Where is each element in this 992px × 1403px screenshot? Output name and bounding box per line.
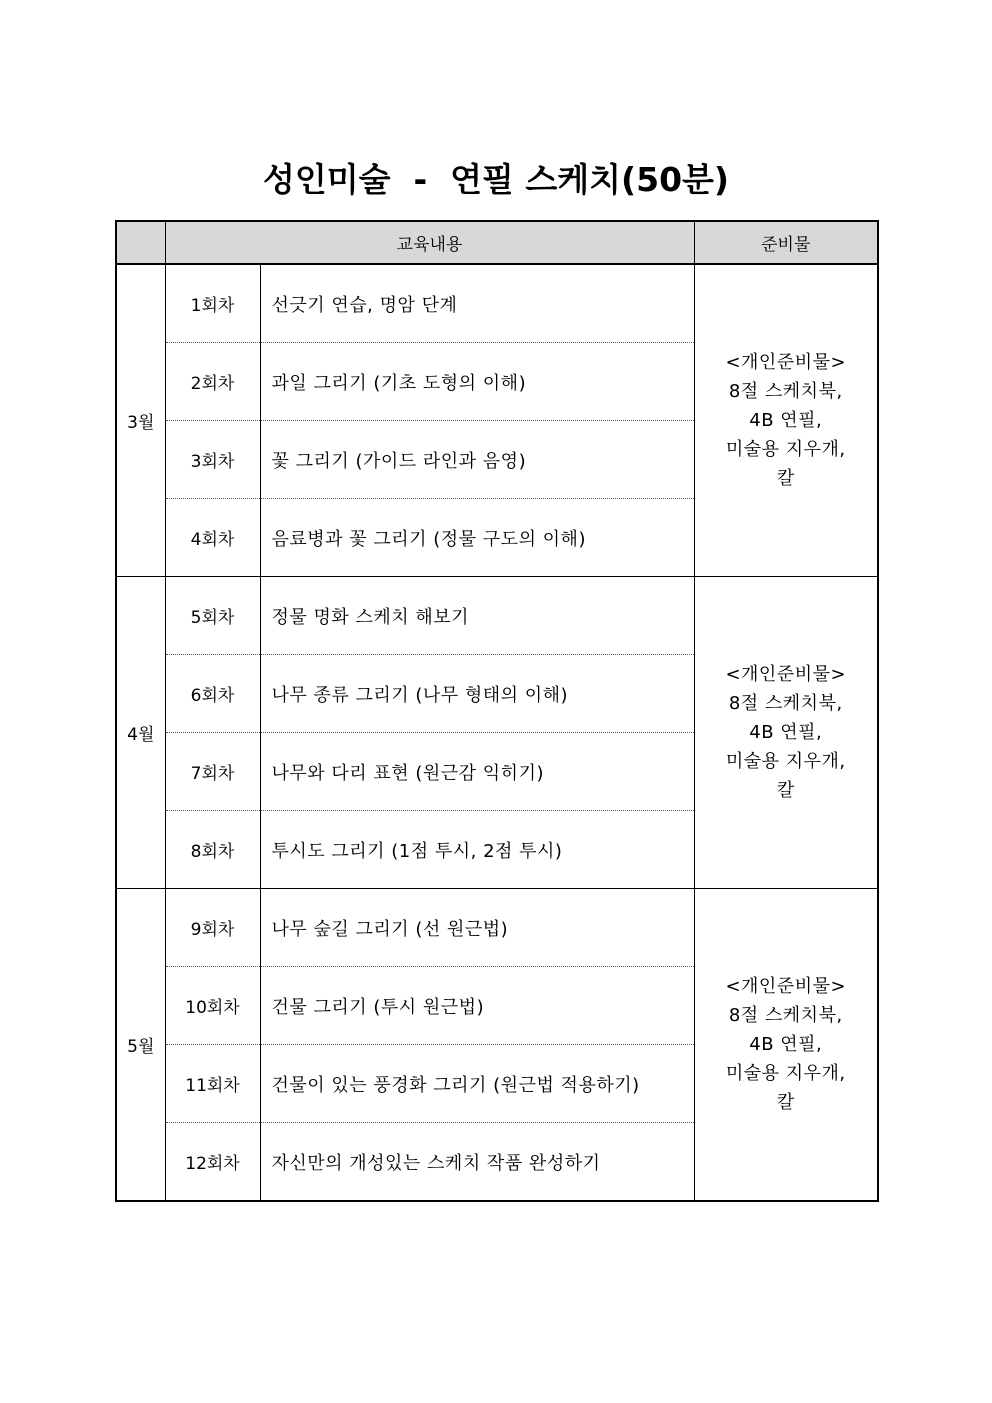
supplies-line: 미술용 지우개, [725,439,846,460]
supplies-line: 칼 [776,1092,795,1113]
table-header-row [116,221,878,264]
month-label: 3월 [116,264,165,577]
supplies-line: 8절 스케치북, [728,693,843,714]
session-number: 6회차 [165,655,260,733]
session-content: 나무와 다리 표현 (원근감 익히기) [260,733,694,811]
supplies-line: 4B 연필, [749,722,823,743]
header-month [116,221,165,264]
session-content: 나무 숲길 그리기 (선 원근법) [260,889,694,967]
month-label: 4월 [116,577,165,889]
session-content: 자신만의 개성있는 스케치 작품 완성하기 [260,1123,694,1202]
session-number: 7회차 [165,733,260,811]
session-number: 9회차 [165,889,260,967]
session-content: 건물이 있는 풍경화 그리기 (원근법 적용하기) [260,1045,694,1123]
supplies-line: 8절 스케치북, [728,1005,843,1026]
session-content: 꽃 그리기 (가이드 라인과 음영) [260,421,694,499]
supplies-line: 미술용 지우개, [725,751,846,772]
session-content: 정물 명화 스케치 해보기 [260,577,694,655]
curriculum-table [115,220,879,1202]
session-content: 투시도 그리기 (1점 투시, 2점 투시) [260,811,694,889]
supplies-line: <개인준비물> [725,664,847,685]
supplies-cell [694,577,878,889]
session-number: 1회차 [165,264,260,343]
table-row [116,889,878,967]
supplies-cell [694,889,878,1202]
session-content: 건물 그리기 (투시 원근법) [260,967,694,1045]
page-title: 성인미술 - 연필 스케치(50분) [262,160,729,199]
table-row [116,577,878,655]
supplies-line: <개인준비물> [725,352,847,373]
supplies-line: 4B 연필, [749,410,823,431]
supplies-line: 칼 [776,780,795,801]
supplies-cell [694,264,878,577]
month-label: 5월 [116,889,165,1202]
supplies-line: 칼 [776,468,795,489]
session-number: 8회차 [165,811,260,889]
supplies-line: 4B 연필, [749,1034,823,1055]
header-supplies: 준비물 [694,221,878,264]
supplies-line: 8절 스케치북, [728,381,843,402]
session-number: 4회차 [165,499,260,577]
session-content: 나무 종류 그리기 (나무 형태의 이해) [260,655,694,733]
session-content: 음료병과 꽃 그리기 (정물 구도의 이해) [260,499,694,577]
header-content: 교육내용 [165,221,694,264]
session-number: 3회차 [165,421,260,499]
session-number: 2회차 [165,343,260,421]
session-number: 12회차 [165,1123,260,1202]
session-content: 선긋기 연습, 명암 단계 [260,264,694,343]
session-number: 5회차 [165,577,260,655]
session-content: 과일 그리기 (기초 도형의 이해) [260,343,694,421]
supplies-line: <개인준비물> [725,976,847,997]
session-number: 10회차 [165,967,260,1045]
session-number: 11회차 [165,1045,260,1123]
supplies-line: 미술용 지우개, [725,1063,846,1084]
table-row [116,264,878,343]
